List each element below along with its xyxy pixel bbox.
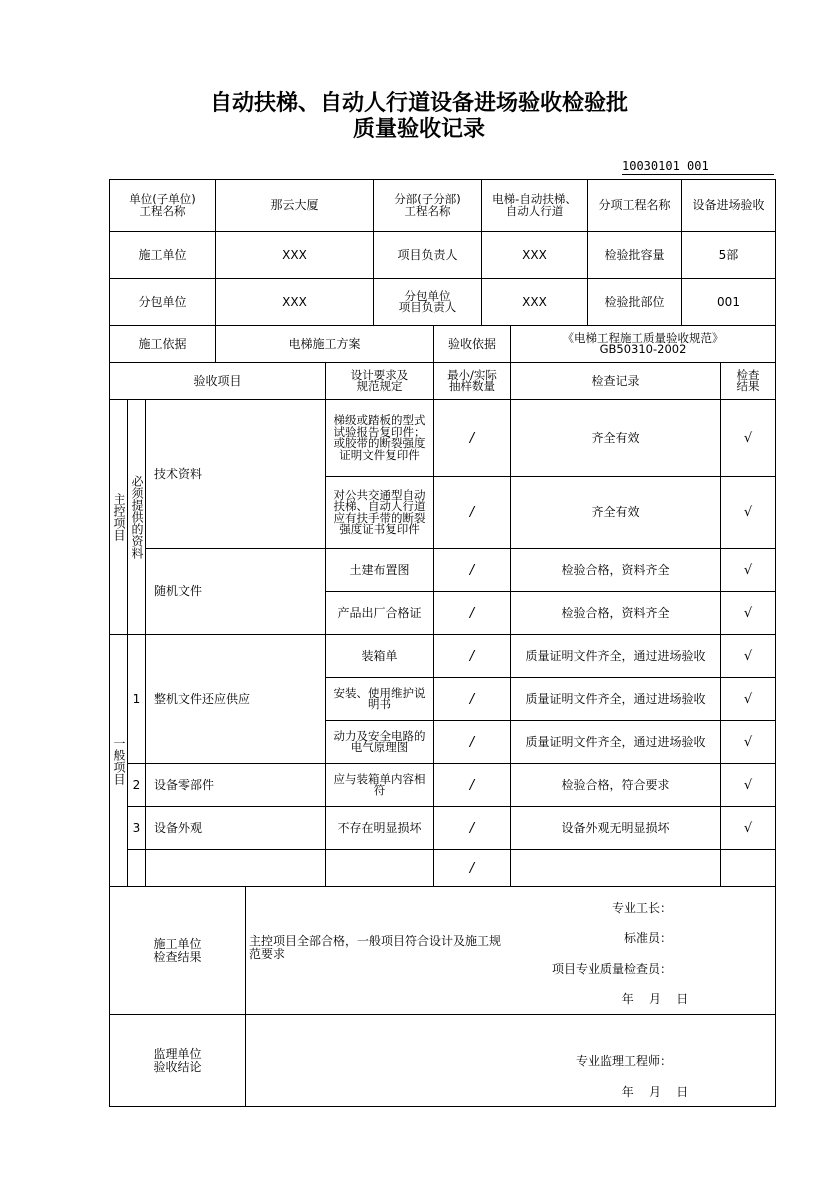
grid-line xyxy=(775,179,776,1107)
design-requirement: 产品出厂合格证 xyxy=(337,605,422,620)
main-control-group-label: 主控项目 xyxy=(112,493,126,541)
design-requirement xyxy=(326,850,433,886)
document-number: 10030101 001 xyxy=(622,159,774,175)
construction-basis-label: 施工依据 xyxy=(138,336,187,351)
grid-line xyxy=(109,1106,775,1107)
inspection-record: 质量证明文件齐全，通过进场验收 xyxy=(525,734,706,749)
check-mark-icon: √ xyxy=(743,777,753,793)
unit-name-value: 那云大厦 xyxy=(270,198,319,212)
check-mark-icon: √ xyxy=(743,562,753,578)
inspection-record: 检验合格，资料齐全 xyxy=(561,562,670,577)
design-requirement: 不存在明显损坏 xyxy=(337,820,422,835)
item-number: 1 xyxy=(132,691,141,706)
sample-count: / xyxy=(469,505,475,520)
design-requirement: 土建布置图 xyxy=(349,562,410,577)
inspection-record: 齐全有效 xyxy=(591,430,640,445)
acceptance-basis-value: 《电梯工程施工质量验收规范》 GB50310-2002 xyxy=(562,330,724,356)
sample-count: / xyxy=(469,562,475,578)
contractor-value: XXX xyxy=(282,247,307,262)
general-group-label: 一般项目 xyxy=(112,736,126,785)
equipment-parts-label: 设备零部件 xyxy=(154,777,215,792)
foreman-label: 专业工长： xyxy=(611,900,672,915)
inspection-record: 检验合格，资料齐全 xyxy=(561,605,670,620)
inspection-result xyxy=(721,850,775,886)
design-requirement: 安装、使用维护说明书 xyxy=(333,685,426,711)
check-mark-icon: √ xyxy=(743,734,753,750)
supervising-engineer-label: 专业监理工程师： xyxy=(575,1053,672,1068)
contractor-label: 施工单位 xyxy=(138,247,187,262)
batch-location-label: 检验批部位 xyxy=(604,294,665,309)
check-mark-icon: √ xyxy=(743,691,753,707)
random-documents-label: 随机文件 xyxy=(154,584,203,598)
contractor-check-text: 主控项目全部合格，一般项目符合设计及施工规范要求 xyxy=(249,934,502,961)
supervisor-conclusion-label: 监理单位 验收结论 xyxy=(153,1046,202,1074)
batch-capacity-value: 5部 xyxy=(718,247,739,262)
inspection-record: 齐全有效 xyxy=(591,505,640,519)
sample-count: / xyxy=(469,734,475,750)
design-requirement: 对公共交通型自动扶梯、自动人行道应有扶手带的断裂强度证书复印件 xyxy=(333,487,426,536)
batch-capacity-label: 检验批容量 xyxy=(604,247,665,262)
sub-division-value: 电梯-自动扶梯、 自动人行道 xyxy=(492,192,577,218)
inspection-record: 检验合格，符合要求 xyxy=(561,777,670,792)
inspection-record: 质量证明文件齐全，通过进场验收 xyxy=(525,691,706,706)
document-title-line1: 自动扶梯、自动人行道设备进场验收检验批 xyxy=(209,91,628,116)
subcontractor-value: XXX xyxy=(282,294,307,309)
column-header-record: 检查记录 xyxy=(591,373,640,388)
check-mark-icon: √ xyxy=(743,820,753,836)
check-mark-icon: √ xyxy=(743,605,753,621)
technical-documents-label: 技术资料 xyxy=(154,466,203,481)
required-documents-label: 必须提供的资料 xyxy=(130,475,144,559)
standard-officer-label: 标准员： xyxy=(623,930,672,945)
unit-name-label: 单位(子单位) 工程名称 xyxy=(129,192,196,218)
design-requirement: 应与装箱单内容相符 xyxy=(333,771,426,797)
sample-count: / xyxy=(469,605,475,621)
document-title-line2: 质量验收记录 xyxy=(352,117,485,142)
sample-count: / xyxy=(469,820,475,836)
sample-count: / xyxy=(469,777,475,793)
sub-item-value: 设备进场验收 xyxy=(692,198,765,212)
check-mark-icon: √ xyxy=(743,430,753,446)
check-mark-icon: √ xyxy=(743,648,753,664)
quality-inspector-label: 项目专业质量检查员： xyxy=(551,961,672,976)
sub-item-label: 分项工程名称 xyxy=(598,198,671,212)
date-line: 年 月 日 xyxy=(621,1084,689,1099)
sample-count: / xyxy=(469,860,475,876)
design-requirement: 动力及安全电路的电气原理图 xyxy=(333,728,426,754)
construction-basis-value: 电梯施工方案 xyxy=(288,336,361,351)
design-requirement: 装箱单 xyxy=(361,648,398,663)
sub-project-manager-label: 分包单位 项目负责人 xyxy=(398,288,457,314)
check-mark-icon: √ xyxy=(743,505,753,520)
column-header-design: 设计要求及 规范规定 xyxy=(350,367,409,393)
batch-location-value: 001 xyxy=(717,294,740,309)
sub-project-manager-value: XXX xyxy=(522,294,547,309)
inspection-record: 质量证明文件齐全，通过进场验收 xyxy=(525,648,706,663)
machine-documents-label: 整机文件还应供应 xyxy=(154,691,251,706)
equipment-appearance-label: 设备外观 xyxy=(154,820,203,835)
sub-division-label: 分部(子分部) 工程名称 xyxy=(394,192,461,218)
column-header-result: 检查 结果 xyxy=(736,367,760,393)
date-line: 年 月 日 xyxy=(621,991,689,1006)
column-header-sample: 最小/实际 抽样数量 xyxy=(447,367,497,393)
sample-count: / xyxy=(469,648,475,664)
subcontractor-label: 分包单位 xyxy=(138,294,187,309)
column-header-item: 验收项目 xyxy=(193,373,242,388)
grid-line xyxy=(245,886,246,1107)
project-manager-label: 项目负责人 xyxy=(397,247,458,262)
acceptance-basis-label: 验收依据 xyxy=(447,336,496,351)
inspection-record xyxy=(511,850,720,886)
inspection-record: 设备外观无明显损坏 xyxy=(561,820,670,835)
item-number: 3 xyxy=(132,820,141,835)
sample-count: / xyxy=(469,691,475,707)
contractor-check-label: 施工单位 检查结果 xyxy=(153,936,202,964)
sample-count: / xyxy=(469,430,475,446)
project-manager-value: XXX xyxy=(522,247,547,262)
item-number: 2 xyxy=(132,777,141,792)
design-requirement: 梯级或踏板的型式试验报告复印件；或胶带的断裂强度证明文件复印件 xyxy=(333,413,426,462)
